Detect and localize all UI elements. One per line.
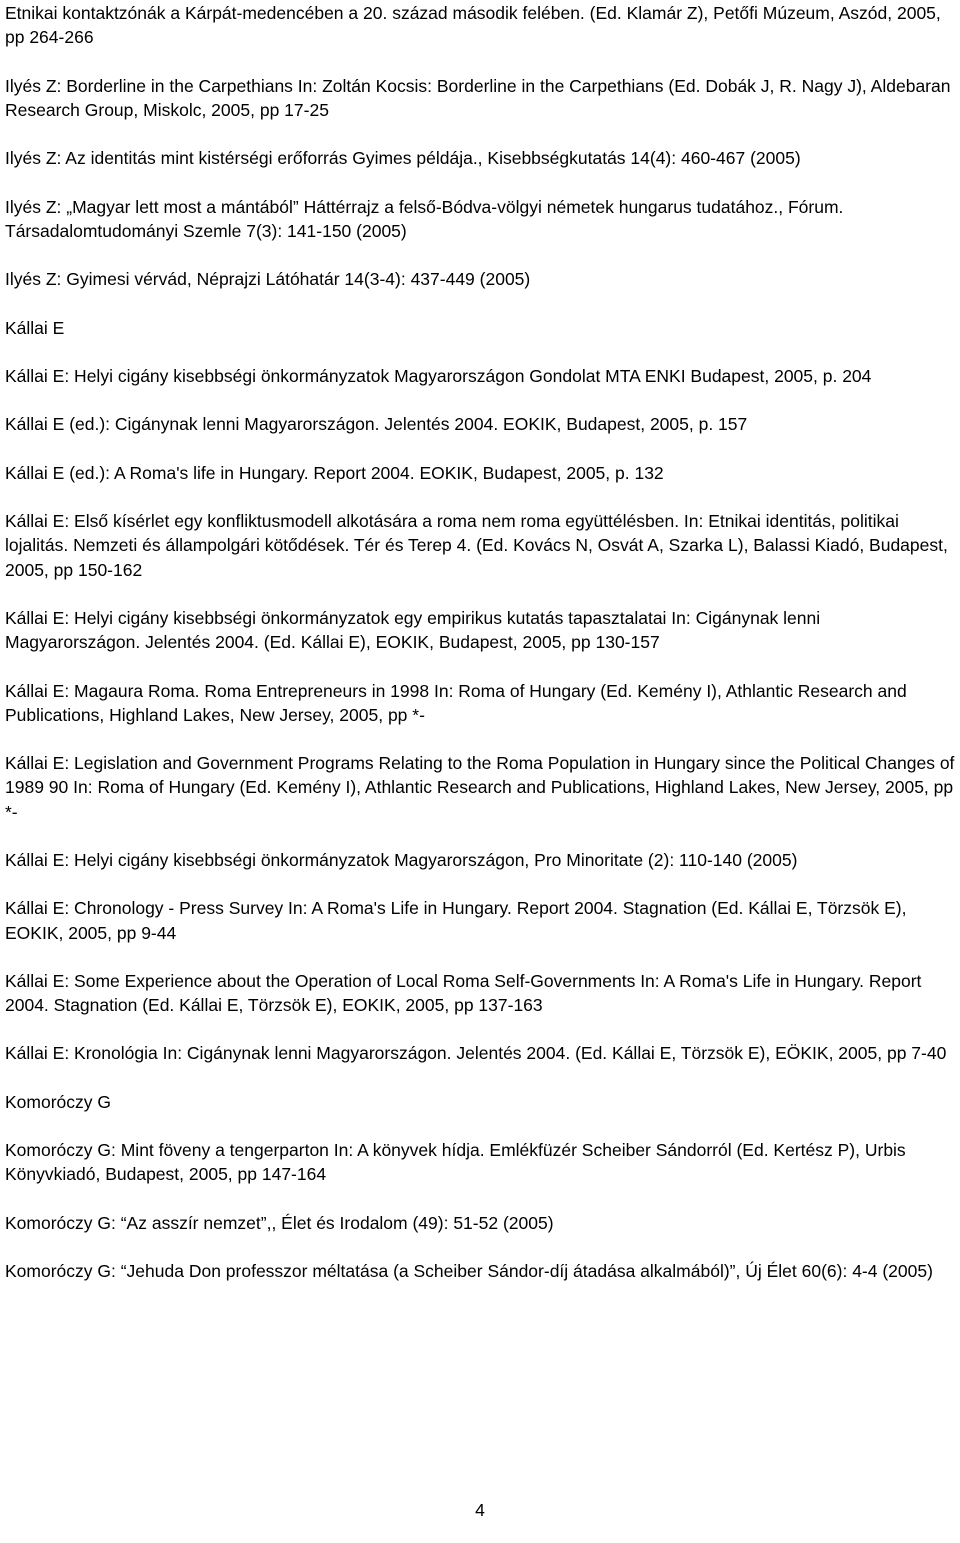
author-heading: Komoróczy G	[5, 1091, 111, 1112]
bibliography-entry: Kállai E: Some Experience about the Operation of Local Roma Self-Governments In: A Roma's Life in Hungary. Report 2004. Stagnation (Ed. Kállai E, Törzsök E), EOKIK, 2005, pp 137-163	[5, 970, 922, 1016]
page-number: 4	[475, 1500, 485, 1520]
bibliography-entry: Ilyés Z: „Magyar lett most a mántából” Háttérrajz a felső-Bódva-völgyi németek hungarus tudatához., Fórum. Társadalomtudományi Szemle 7(3): 141-150 (2005)	[5, 196, 844, 241]
bibliography-entry: Etnikai kontaktzónák a Kárpát-medencében a 20. század második felében. (Ed. Klamár Z), Petőfi Múzeum, Aszód, 2005, pp 264-266	[5, 3, 941, 48]
bibliography-entry: Komoróczy G: “Jehuda Don professzor méltatása (a Scheiber Sándor-díj átadása alkalmából)”, Új Élet 60(6): 4-4 (2005)	[5, 1261, 933, 1282]
author-heading: Kállai E	[5, 317, 65, 338]
bibliography-entry: Kállai E: Chronology - Press Survey In: A Roma's Life in Hungary. Report 2004. Stagnation (Ed. Kállai E, Törzsök E), EOKIK, 2005, pp 9-44	[5, 898, 907, 943]
bibliography-entry: Kállai E: Kronológia In: Cigánynak lenni Magyarországon. Jelentés 2004. (Ed. Kállai E, Törzsök E), EÖKIK, 2005, pp 7-40	[5, 1043, 947, 1064]
bibliography-entry: Komoróczy G: “Az asszír nemzet”,, Élet és Irodalom (49): 51-52 (2005)	[5, 1212, 554, 1233]
bibliography-entry: Kállai E: Helyi cigány kisebbségi önkormányzatok Magyarországon Gondolat MTA ENKI Budapest, 2005, p. 204	[5, 365, 872, 386]
bibliography-entry: Kállai E (ed.): Cigánynak lenni Magyarországon. Jelentés 2004. EOKIK, Budapest, 2005, p. 157	[5, 414, 748, 435]
bibliography-entry: Kállai E: Magaura Roma. Roma Entrepreneurs in 1998 In: Roma of Hungary (Ed. Kemény I), Athlantic Research and Publications, Highland Lakes, New Jersey, 2005, pp *-	[5, 680, 907, 725]
bibliography-entry: Kállai E: Helyi cigány kisebbségi önkormányzatok egy empirikus kutatás tapasztalatai In: Cigánynak lenni Magyarországon. Jelentés 2004. (Ed. Kállai E), EOKIK, Budapest, 2005, pp 130-157	[5, 607, 821, 653]
bibliography-entry: Ilyés Z: Az identitás mint kistérségi erőforrás Gyimes példája., Kisebbségkutatás 14(4): 460-467 (2005)	[5, 148, 801, 169]
bibliography-entry: Komoróczy G: Mint föveny a tengerparton In: A könyvek hídja. Emlékfüzér Scheiber Sándorról (Ed. Kertész P), Urbis Könyvkiadó, Budapest, 2005, pp 147-164	[5, 1140, 906, 1185]
bibliography-entry: Kállai E: Első kísérlet egy konfliktusmodell alkotására a roma nem roma együttélésben. In: Etnikai identitás, politikai lojalitás. Nemzeti és állampolgári kötődések. Tér és Terep 4. (Ed. Kovács N, Osvát A, Szarka L), Balassi Kiadó, Budapest, 2005, pp 150-162	[5, 511, 948, 580]
document-page	[5, 1, 955, 1308]
bibliography-entry: Kállai E (ed.): A Roma's life in Hungary. Report 2004. EOKIK, Budapest, 2005, p. 132	[5, 462, 664, 483]
bibliography-entry: Ilyés Z: Borderline in the Carpethians In: Zoltán Kocsis: Borderline in the Carpethians (Ed. Dobák J, R. Nagy J), Aldebaran Research Group, Miskolc, 2005, pp 17-25	[5, 75, 951, 120]
bibliography-entry: Kállai E: Legislation and Government Programs Relating to the Roma Population in Hungary since the Political Changes of 1989 90 In: Roma of Hungary (Ed. Kemény I), Athlantic Research and Publications, Highland Lakes, New Jersey, 2005, pp *-	[5, 753, 955, 822]
bibliography-entry: Kállai E: Helyi cigány kisebbségi önkormányzatok Magyarországon, Pro Minoritate (2): 110-140 (2005)	[5, 849, 798, 870]
bibliography-entry: Ilyés Z: Gyimesi vérvád, Néprajzi Látóhatár 14(3-4): 437-449 (2005)	[5, 269, 531, 290]
